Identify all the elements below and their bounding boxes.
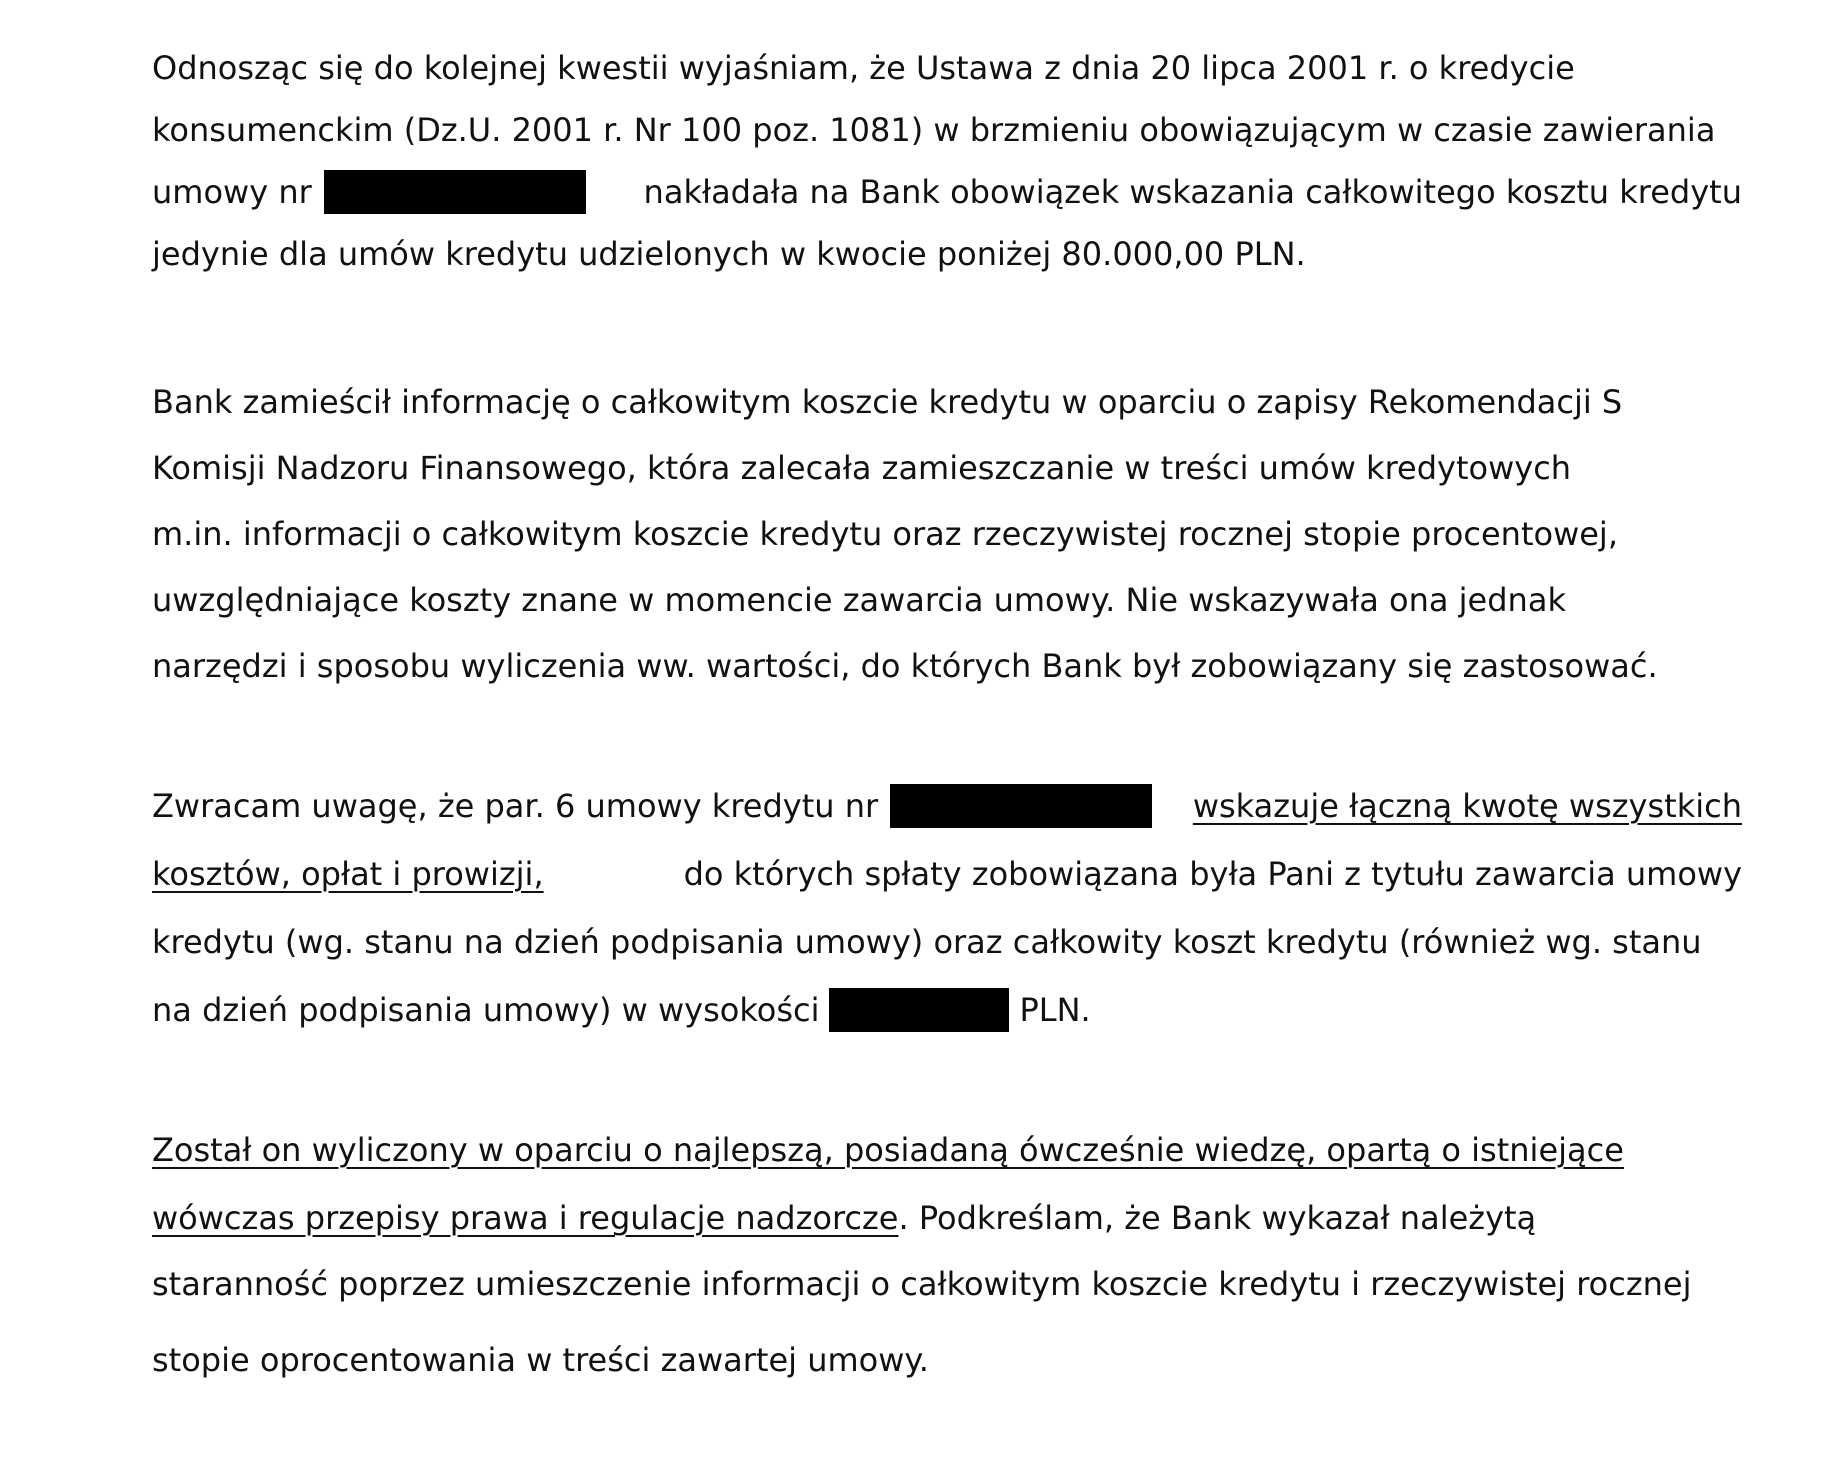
text-line: Komisji Nadzoru Finansowego, która zalecała zamieszczanie w treści umów kredytowych (152, 449, 1572, 487)
paragraph-2-line-4 (152, 578, 1742, 622)
paragraph-1-line-4 (152, 232, 1742, 276)
text-fragment: . Podkreślam, że Bank wykazał należytą (898, 1199, 1537, 1237)
underlined-text: Został on wyliczony w oparciu o najlepszą, posiadaną ówcześnie wiedzę, opartą o istniejące (152, 1131, 1624, 1169)
text-fragment: Zwracam uwagę, że par. 6 umowy kredytu nr (152, 787, 879, 825)
text-line: kredytu (wg. stanu na dzień podpisania umowy) oraz całkowity koszt kredytu (również wg. stanu (152, 923, 1702, 961)
paragraph-3-line-2 (152, 852, 1742, 896)
text-line: staranność poprzez umieszczenie informacji o całkowitym koszcie kredytu i rzeczywistej rocznej (152, 1265, 1692, 1303)
text-line: stopie oprocentowania w treści zawartej umowy. (152, 1341, 929, 1379)
paragraph-4-line-1 (152, 1128, 1742, 1172)
text-line: narzędzi i sposobu wyliczenia ww. wartości, do których Bank był zobowiązany się zastosować. (152, 647, 1658, 685)
paragraph-3-line-4 (152, 988, 1742, 1032)
underlined-text: kosztów, opłat i prowizji, (152, 855, 544, 893)
text-line: uwzględniające koszty znane w momencie zawarcia umowy. Nie wskazywała ona jednak (152, 581, 1566, 619)
paragraph-2-line-5 (152, 644, 1742, 688)
paragraph-2-line-3 (152, 512, 1742, 556)
paragraph-4-line-2 (152, 1196, 1742, 1240)
text-fragment: na dzień podpisania umowy) w wysokości (152, 991, 820, 1029)
paragraph-1-line-3 (152, 170, 1742, 214)
text-fragment: nakładała na Bank obowiązek wskazania całkowitego kosztu kredytu (643, 173, 1742, 211)
paragraph-4-line-3 (152, 1262, 1742, 1306)
text-line: m.in. informacji o całkowitym koszcie kredytu oraz rzeczywistej rocznej stopie procentowej, (152, 515, 1618, 553)
underlined-text: wskazuje łączną kwotę wszystkich (1192, 787, 1742, 825)
underlined-text: wówczas przepisy prawa i regulacje nadzorcze (152, 1199, 899, 1237)
text-fragment: umowy nr (152, 173, 312, 211)
text-line: jedynie dla umów kredytu udzielonych w kwocie poniżej 80.000,00 PLN. (152, 235, 1306, 273)
paragraph-2-line-2 (152, 446, 1742, 490)
text-line: Bank zamieścił informację o całkowitym koszcie kredytu w oparciu o zapisy Rekomendacji S (152, 383, 1623, 421)
paragraph-3-line-3 (152, 920, 1742, 964)
redaction-box (829, 988, 1009, 1032)
text-fragment: do których spłaty zobowiązana była Pani z tytułu zawarcia umowy (683, 855, 1742, 893)
text-line: konsumenckim (Dz.U. 2001 r. Nr 100 poz. 1081) w brzmieniu obowiązującym w czasie zawierania (152, 111, 1716, 149)
paragraph-4-line-4 (152, 1338, 1742, 1382)
paragraph-1-line-1 (152, 46, 1742, 90)
paragraph-1-line-2 (152, 108, 1742, 152)
text-line: Odnosząc się do kolejnej kwestii wyjaśniam, że Ustawa z dnia 20 lipca 2001 r. o kredycie (152, 49, 1575, 87)
paragraph-2-line-1 (152, 380, 1742, 424)
redaction-box (324, 170, 586, 214)
paragraph-3-line-1 (152, 784, 1742, 828)
text-fragment: PLN. (1019, 991, 1091, 1029)
redaction-box (890, 784, 1152, 828)
